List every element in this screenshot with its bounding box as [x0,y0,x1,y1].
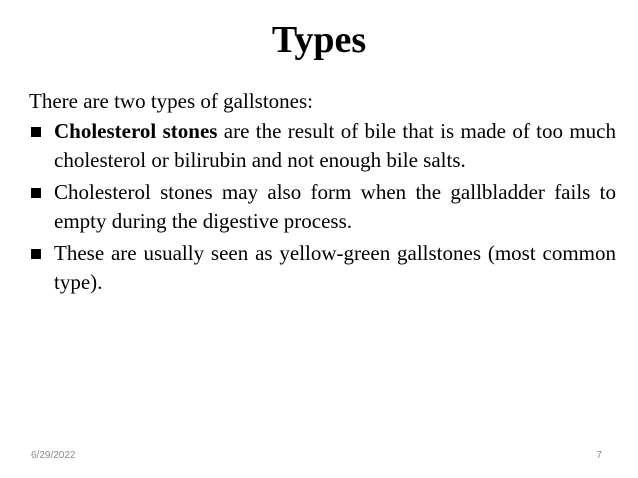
bullet-item-gallbladder-empty [29,178,616,236]
slide-title-text: Types [271,19,367,61]
bullet-bold-lead: Cholesterol stones [54,119,218,143]
bullet-text: Cholesterol stones may also form when the gallbladder fails to empty during the digestive process. [54,180,616,233]
bullet-text: These are usually seen as yellow-green gallstones (most common type). [54,241,616,294]
slide-title [0,18,638,62]
footer-date: 6/29/2022 [31,450,76,461]
bullet-text: are the result of bile that is made of too much cholesterol or bilirubin and not enough bile salts. [54,119,616,172]
bullet-item-yellow-green [29,239,616,297]
footer-page-number: 7 [596,450,602,461]
bullet-item-cholesterol-stones [29,117,616,175]
square-bullet-icon [31,127,41,137]
bullet-list [29,117,616,300]
square-bullet-icon [31,249,41,259]
square-bullet-icon [31,188,41,198]
intro-text: There are two types of gallstones: [29,89,313,113]
